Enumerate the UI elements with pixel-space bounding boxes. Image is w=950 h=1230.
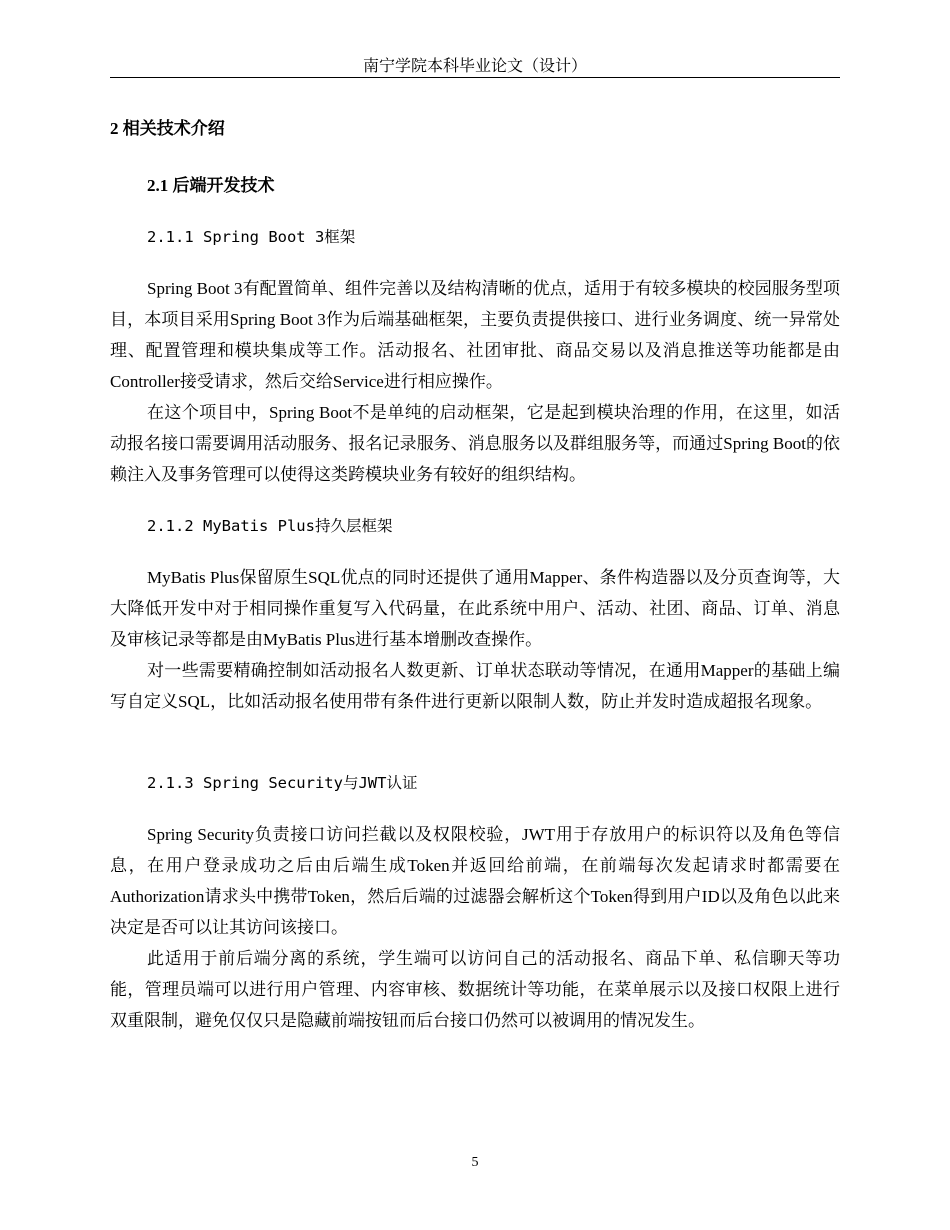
paragraph: 在这个项目中，Spring Boot不是单纯的启动框架，它是起到模块治理的作用，在这里，如活动报名接口需要调用活动服务、报名记录服务、消息服务以及群组服务等，而通过Spring Boot的依赖注入及事务管理可以使得这类跨模块业务有较好的组织结构。 <box>110 403 840 484</box>
paragraph: Spring Boot 3有配置简单、组件完善以及结构清晰的优点，适用于有较多模块的校园服务型项目，本项目采用Spring Boot 3作为后端基础框架，主要负责提供接口、进行业务调度、统一异常处理、配置管理和模块集成等工作。活动报名、社团审批、商品交易以及消息推送等功能都是由Controller接受请求，然后交给Service进行相应操作。 <box>110 279 840 391</box>
section-title: 2.1 后端开发技术 <box>147 176 275 195</box>
paragraph: 对一些需要精确控制如活动报名人数更新、订单状态联动等情况，在通用Mapper的基础上编写自定义SQL，比如活动报名使用带有条件进行更新以限制人数，防止并发时造成超报名现象。 <box>110 661 840 711</box>
page-number: 5 <box>471 1155 479 1170</box>
paragraph: 此适用于前后端分离的系统，学生端可以访问自己的活动报名、商品下单、私信聊天等功能，管理员端可以进行用户管理、内容审核、数据统计等功能，在菜单展示以及接口权限上进行双重限制，避免仅仅只是隐藏前端按钮而后台接口仍然可以被调用的情况发生。 <box>110 949 840 1030</box>
chapter-title: 2 相关技术介绍 <box>110 119 225 138</box>
paragraph: Spring Security负责接口访问拦截以及权限校验，JWT用于存放用户的标识符以及角色等信息，在用户登录成功之后由后端生成Token并返回给前端，在前端每次发起请求时都需要在Authorization请求头中携带Token，然后后端的过滤器会解析这个Token得到用户ID以及角色以此来决定是否可以让其访问该接口。 <box>110 825 840 937</box>
subsection-title-2-1-2: 2.1.2 MyBatis Plus持久层框架 <box>147 517 393 535</box>
subsection-body-2-1-2 <box>110 562 840 717</box>
subsection-title-2-1-3: 2.1.3 Spring Security与JWT认证 <box>147 774 418 792</box>
subsection-body-2-1-1 <box>110 273 840 490</box>
subsection-body-2-1-3 <box>110 819 840 1036</box>
header-title: 南宁学院本科毕业论文（设计） <box>362 58 587 75</box>
subsection-title-2-1-1: 2.1.1 Spring Boot 3框架 <box>147 228 356 246</box>
page-header <box>110 57 840 78</box>
paragraph: MyBatis Plus保留原生SQL优点的同时还提供了通用Mapper、条件构造器以及分页查询等，大大降低开发中对于相同操作重复写入代码量，在此系统中用户、活动、社团、商品、订单、消息及审核记录等都是由MyBatis Plus进行基本增删改查操作。 <box>110 568 840 649</box>
